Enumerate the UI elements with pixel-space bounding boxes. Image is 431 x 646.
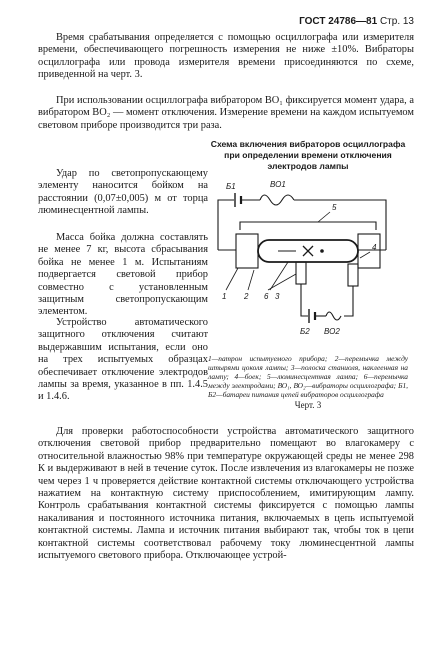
label-3: 3 [275, 292, 280, 301]
leader-3 [268, 274, 296, 290]
label-5: 5 [332, 203, 337, 212]
striker-4 [348, 264, 358, 286]
stanniol-strip [296, 262, 306, 284]
leader-1 [226, 268, 238, 290]
electrode-dot [320, 249, 324, 253]
paragraph-6: Для проверки работоспособности устройства автоматического защитного отключения световой прибор предварительно помещают во влагокамеру с относительной влажностью 98% при температуре окружающей среды не менее 298 К и выдерживают в ней в течение суток. После извлечения из влагокамеры не позже чем через 1 ч проверяется действие контактной системы отключающего устройства нажатием на контактную систему приспособлением, имитирующим лампу. Контроль срабатывания контактной системы фиксируется с помощью лампы накаливания и постоянного источника питания, включаемых в цепь испытуемой контактной системы. Лампа и источник питания выбирают так, чтобы ток в цепи контактной системы соответствовал рабочему току люминесцентной лампы испытуемого светового прибора. Отключающее устрой- [38, 426, 414, 562]
page-number: Стр. 13 [379, 16, 414, 27]
figure-number: Черт. 3 [294, 400, 322, 410]
paragraph-5: Устройство автоматического защитного отключения считают выдержавшим испытания, если оно на трех испытуемых образцах обеспечивает отключение электродов лампы за время, указанное в пп. 1.4.5 и 1.4.6. [38, 317, 208, 403]
paragraph-4: Масса бойка должна составлять не менее 7 кг, высота сбрасывания бойка не менее 1 м. Испытаниям подвергается световой прибор совместно с установленным защитным светопропускающим элементом. [38, 232, 208, 318]
label-6: 6 [264, 292, 269, 301]
paragraph-1: Время срабатывания определяется с помощью осциллографа или измерителя времени, обеспечивающего погрешность измерения не ниже ±10%. Вибраторы осциллографа или провода измерителя времени присоединяются по схеме, приведенной на черт. 3. [38, 32, 414, 81]
wire-bottom-right [344, 286, 353, 316]
label-1: 1 [222, 292, 227, 301]
leader-4 [360, 252, 370, 258]
paragraph-3: Удар по светопропускающему элементу наносится бойком на расстоянии (0,07±0,005) м от торца люминесцентной лампы. [38, 168, 208, 217]
label-vo1: ВО1 [270, 180, 286, 189]
holder-1-right [358, 234, 380, 268]
leader-2 [248, 270, 254, 290]
page-header [0, 16, 414, 27]
paragraph-2: При использовании осциллографа вибратором ВО₁ фиксируется момент удара, а вибратором ВО₂ — момент отключения. Измерение времени на каждом испытуемом световом приборе производится три раза. [38, 95, 414, 131]
vibrator-vo2-symbol [326, 312, 341, 320]
label-2: 2 [244, 292, 249, 301]
label-vo2: ВО2 [324, 327, 340, 336]
label-b2: Б2 [300, 327, 310, 336]
leader-5 [318, 212, 330, 222]
jumper-2 [240, 222, 376, 230]
wire-bottom-left [301, 284, 308, 316]
vibrator-vo1-symbol [260, 195, 294, 205]
wiring-diagram [208, 178, 414, 350]
label-4: 4 [372, 243, 377, 252]
standard-number: ГОСТ 24786—81 [299, 16, 378, 27]
wire-top-left [218, 200, 234, 213]
leader-6 [270, 262, 288, 290]
label-b1: Б1 [226, 182, 236, 191]
figure-title: Схема включения вибраторов осциллографа при определении времени отключения электродов лампы [210, 139, 406, 171]
figure-caption: 1—патрон испытуемого прибора; 2—перемычка между штырями цоколя лампы; 3—полоска станиоля, наклеенная на лампу; 4—боек; 5—люминесцентная лампа; 6—перемычка между электродами; ВО₁, ВО₂—вибраторы осциллографа; Б1, Б2—батареи питания цепей вибраторов осциллографа [208, 354, 408, 399]
holder-1-left [236, 234, 258, 268]
